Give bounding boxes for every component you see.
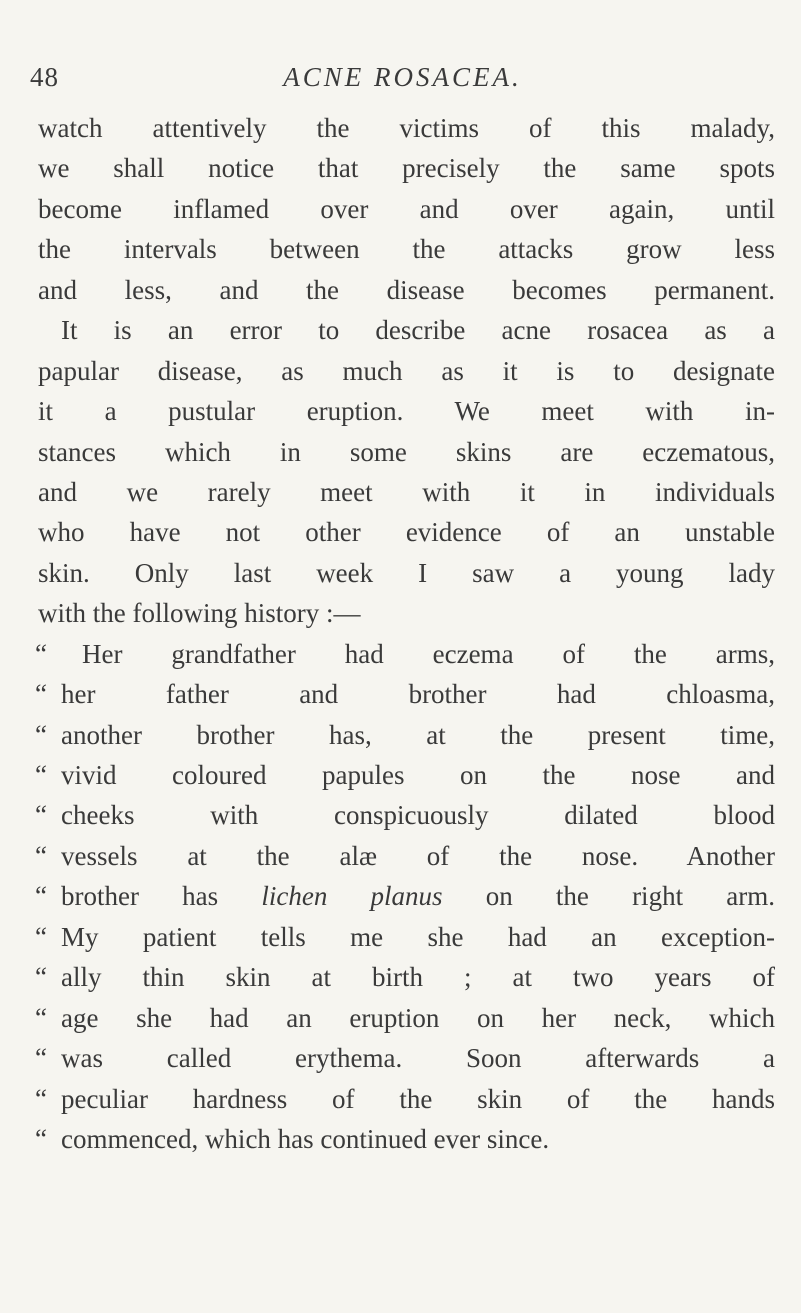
quote-mark: “ bbox=[35, 1123, 47, 1154]
quote-text: vivid coloured papules on the nose and bbox=[61, 760, 775, 790]
quote-text: vessels at the alæ of the nose. Another bbox=[61, 840, 775, 871]
quote-text: Her grandfather had eczema of the arms, bbox=[82, 638, 775, 669]
quote-text-after: on the right arm. bbox=[442, 881, 775, 912]
quote-mark: “ bbox=[35, 1043, 47, 1074]
text-line: who have not other evidence of an unstable bbox=[38, 517, 775, 548]
quote-text: her father and brother had chloasma, bbox=[61, 679, 775, 710]
quote-mark: “ bbox=[35, 881, 47, 912]
quote-line bbox=[35, 998, 775, 1038]
quote-line bbox=[35, 1079, 775, 1119]
quote-text-before: brother has bbox=[61, 881, 262, 912]
quote-mark: “ bbox=[35, 962, 47, 993]
text-line: with the following history :— bbox=[38, 598, 361, 629]
quote-text: cheeks with conspicuously dilated blood bbox=[61, 800, 775, 831]
quote-line bbox=[35, 715, 775, 755]
quote-mark: “ bbox=[35, 638, 47, 669]
running-title: ACNE ROSACEA. bbox=[283, 62, 522, 92]
quote-mark: “ bbox=[35, 760, 47, 790]
text-line: become inflamed over and over again, until bbox=[38, 193, 775, 224]
text-line: It is an error to describe acne rosacea as a bbox=[61, 315, 775, 346]
quote-text: another brother has, at the present time, bbox=[61, 719, 775, 750]
quote-line bbox=[35, 1119, 775, 1159]
text-line: stances which in some skins are eczematous, bbox=[38, 436, 775, 467]
page-number: 48 bbox=[30, 62, 59, 92]
quote-text: peculiar hardness of the skin of the hands bbox=[61, 1083, 775, 1114]
quote-text: was called erythema. Soon afterwards a bbox=[61, 1043, 775, 1074]
quote-line bbox=[35, 674, 775, 714]
text-line: we shall notice that precisely the same spots bbox=[38, 153, 775, 184]
lichen-planus-italic: lichen planus bbox=[261, 881, 443, 912]
quote-mark: “ bbox=[35, 800, 47, 831]
quote-line bbox=[35, 957, 775, 997]
quote-text: ally thin skin at birth ; at two years of bbox=[61, 962, 775, 993]
quote-line bbox=[35, 634, 775, 674]
quote-mark: “ bbox=[35, 679, 47, 710]
quote-mark: “ bbox=[35, 1002, 47, 1033]
text-line: and less, and the disease becomes permanent. bbox=[38, 274, 775, 305]
quote-text bbox=[61, 876, 775, 916]
text-line: and we rarely meet with it in individuals bbox=[38, 476, 775, 507]
quote-mark: “ bbox=[35, 1083, 47, 1114]
quote-line bbox=[35, 755, 775, 795]
quote-text: commenced, which has continued ever since. bbox=[61, 1123, 550, 1154]
text-line: watch attentively the victims of this malady, bbox=[38, 113, 775, 143]
quote-mark: “ bbox=[35, 719, 47, 750]
text-line: the intervals between the attacks grow less bbox=[38, 234, 775, 265]
quote-line bbox=[35, 917, 775, 957]
page-header bbox=[30, 62, 775, 102]
text-line: papular disease, as much as it is to designate bbox=[38, 355, 775, 386]
quote-line bbox=[35, 836, 775, 876]
quote-mark: “ bbox=[35, 840, 47, 871]
quote-text: age she had an eruption on her neck, which bbox=[61, 1002, 775, 1033]
quote-text: My patient tells me she had an exception- bbox=[61, 921, 775, 952]
quote-line bbox=[35, 876, 775, 916]
text-line: skin. Only last week I saw a young lady bbox=[38, 557, 775, 588]
quote-mark: “ bbox=[35, 921, 47, 952]
body-text bbox=[35, 108, 775, 1159]
text-line: it a pustular eruption. We meet with in- bbox=[38, 396, 775, 427]
quote-line bbox=[35, 795, 775, 835]
quote-line bbox=[35, 1038, 775, 1078]
